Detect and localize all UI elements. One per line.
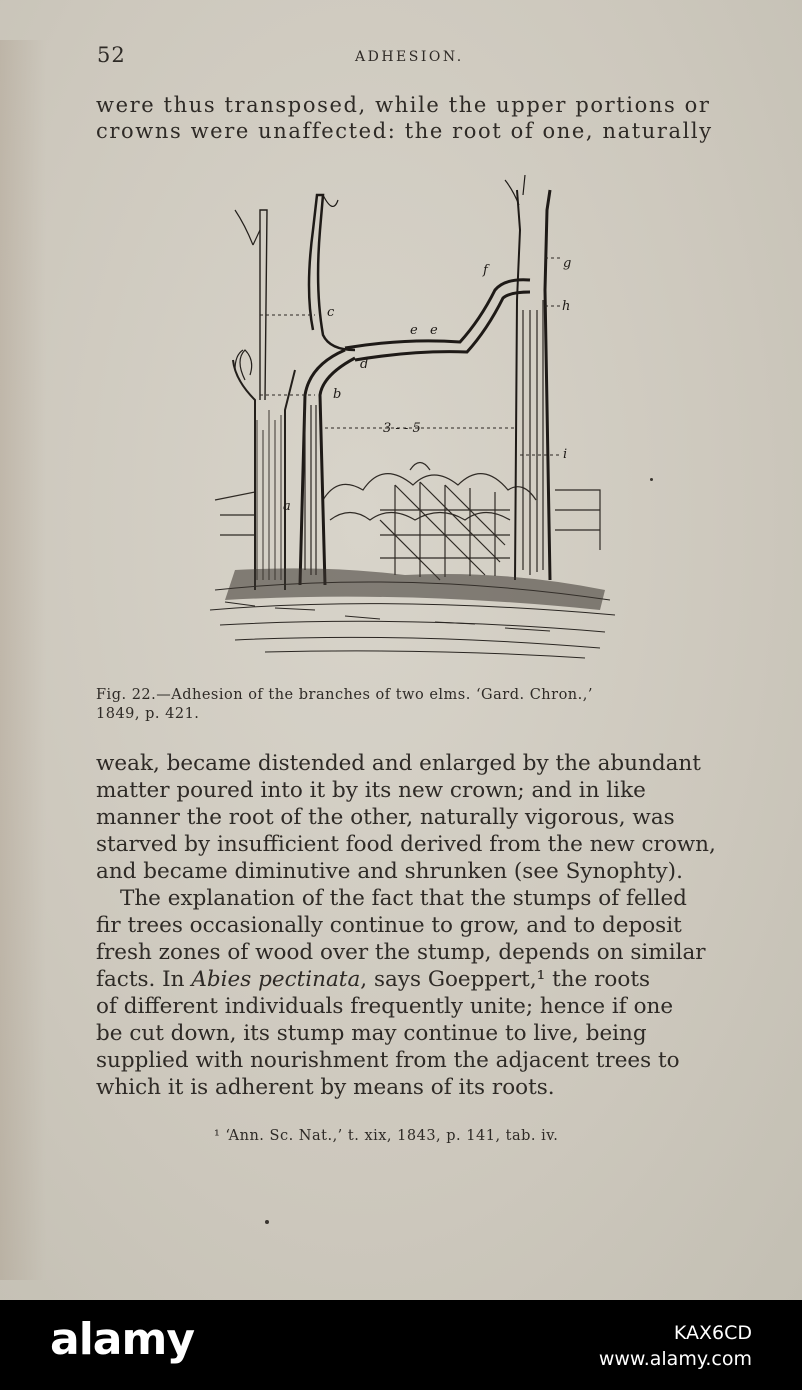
- label-b: b: [333, 387, 342, 402]
- text-line: weak, became distended and enlarged by the abundant: [96, 751, 701, 776]
- text-line: be cut down, its stump may continue to live, being: [96, 1021, 647, 1046]
- grafted-trunk: [300, 195, 355, 585]
- label-e2: e: [430, 323, 438, 338]
- lead-line: crowns were unaffected: the root of one, naturally: [96, 119, 713, 143]
- ink-spot: [265, 1220, 269, 1224]
- figure-caption: [96, 686, 726, 724]
- background-shrubs: [215, 463, 600, 581]
- footnote: ¹ ‘Ann. Sc. Nat.,’ t. xix, 1843, p. 141, tab. iv.: [214, 1128, 559, 1144]
- right-elm: [505, 175, 550, 580]
- page-edge-stain: [0, 40, 46, 1280]
- site-url[interactable]: www.alamy.com: [598, 1348, 752, 1370]
- paragraph-1: [96, 750, 726, 885]
- text-line: matter poured into it by its new crown; and in like: [96, 778, 646, 803]
- text-line: fresh zones of wood over the stump, depends on similar: [96, 940, 706, 965]
- label-c: c: [327, 305, 335, 320]
- paragraph-2: [96, 885, 726, 1101]
- text-line: of different individuals frequently unite; hence if one: [96, 994, 674, 1019]
- caption-line: 1849, p. 421.: [96, 706, 200, 722]
- text-line: starved by insufficient food derived from the new crown,: [96, 832, 716, 857]
- label-h: h: [562, 299, 571, 314]
- image-id: KAX6CD: [673, 1322, 752, 1344]
- text-run: facts. In: [96, 967, 192, 992]
- text-line: The explanation of the fact that the stumps of felled: [120, 886, 687, 911]
- text-line: manner the root of the other, naturally vigorous, was: [96, 805, 675, 830]
- label-i: i: [563, 447, 568, 462]
- species-name: Abies pectinata: [191, 967, 361, 992]
- label-g: g: [563, 256, 572, 271]
- label-e1: e: [410, 323, 418, 338]
- running-head: ADHESION.: [355, 49, 464, 65]
- text-run: , says Goeppert,¹ the roots: [360, 967, 650, 992]
- connecting-branch: [345, 280, 530, 360]
- engraving-two-elms: [205, 170, 625, 670]
- lead-line: were thus transposed, while the upper portions or: [96, 93, 711, 117]
- page-number: 52: [97, 43, 126, 67]
- text-line: supplied with nourishment from the adjacent trees to: [96, 1048, 680, 1073]
- caption-line: Fig. 22.—Adhesion of the branches of two elms. ‘Gard. Chron.,’: [96, 687, 593, 703]
- text-line: [96, 966, 726, 993]
- text-line: and became diminutive and shrunken (see Synophty).: [96, 859, 683, 884]
- text-line: fir trees occasionally continue to grow, and to deposit: [96, 913, 682, 938]
- alamy-logo: alamy: [50, 1314, 194, 1365]
- text-line: which it is adherent by means of its roots.: [96, 1075, 555, 1100]
- label-f: f: [483, 263, 488, 278]
- label-a: a: [283, 499, 291, 514]
- lead-lines: [96, 92, 713, 144]
- label-measure: 3 - - 5: [383, 421, 421, 436]
- ink-spot: [650, 478, 653, 481]
- left-elm: [233, 210, 295, 590]
- label-d: d: [360, 357, 369, 372]
